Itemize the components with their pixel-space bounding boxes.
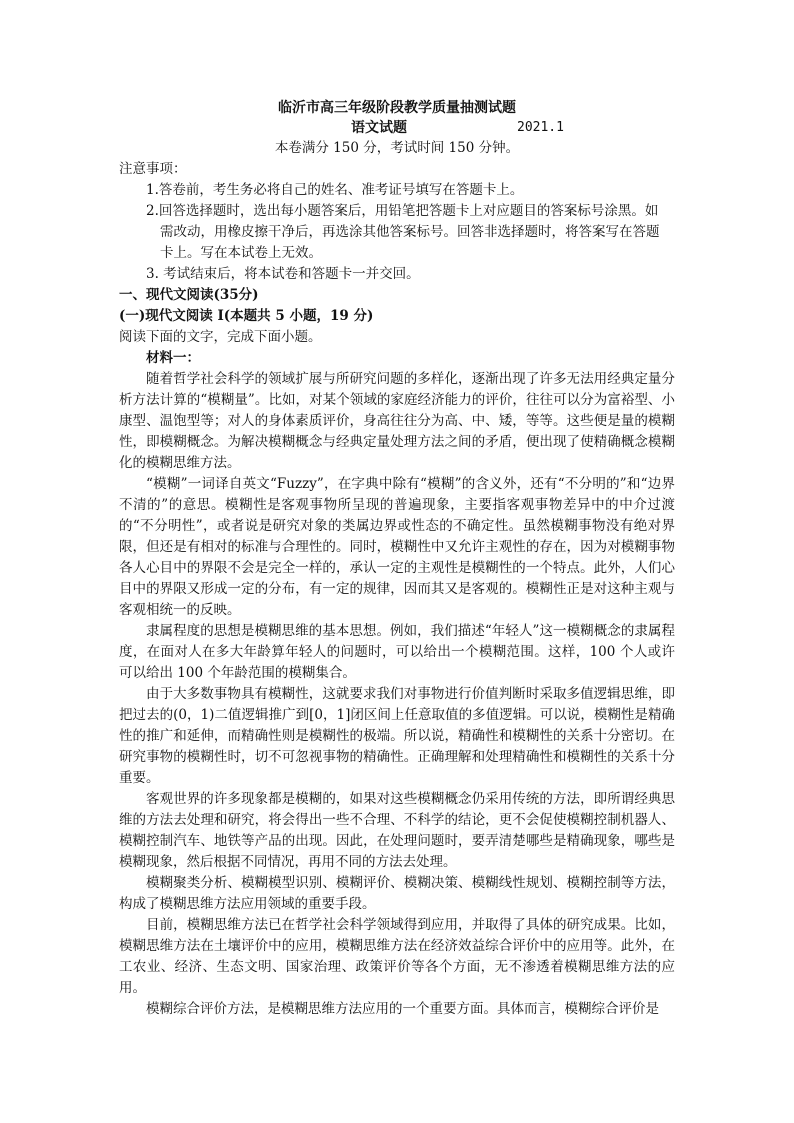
subtitle-row — [119, 118, 675, 138]
paragraph-3: 隶属程度的思想是模糊思维的基本思想。例如，我们描述“年轻人”这一模糊概念的隶属程度，在面对人在多大年龄算年轻人的问题时，可以给出一个模糊范围。这样，100 个人或许可以给出 100 个年龄范围的模糊集合。 — [119, 623, 675, 681]
sub-section-text: (一)现代文阅读 I(本题共 5 小题，19 分) — [119, 308, 374, 324]
paragraph-1: 随着哲学社会科学的领域扩展与所研究问题的多样化，逐渐出现了许多无法用经典定量分析方法计算的“模糊量”。比如，对某个领域的家庭经济能力的评价，往往可以分为富裕型、小康型、温饱型等；对人的身体素质评价，身高往往分为高、中、矮，等等。这些便是量的模糊性，即模糊概念。为解决模糊概念与经典定量处理方法之间的矛盾，便出现了使精确概念模糊化的模糊思维方法。 — [119, 371, 675, 471]
note-item-2-line-3: 卡上。写在本试卷上无效。 — [160, 245, 322, 261]
exam-page — [119, 98, 675, 1020]
paragraph-4: 由于大多数事物具有模糊性，这就要求我们对事物进行价值判断时采取多值逻辑思维，即把过去的(0，1)二值逻辑推广到[0，1]闭区间上任意取值的多值逻辑。可以说，模糊性是精确性的推广和延伸，而精确性则是模糊性的极端。所以说，精确性和模糊性的关系十分密切。在研究事物的模糊性时，切不可忽视事物的精确性。正确理解和处理精确性和模糊性的关系十分重要。 — [119, 686, 675, 786]
note-item-3: 3. 考试结束后，将本试卷和答题卡一并交回。 — [146, 266, 420, 282]
material-label: 材料一： — [146, 350, 200, 366]
note-item-2-line-2: 需改动，用橡皮擦干净后，再选涂其他答案标号。回答非选择题时，将答案写在答题 — [160, 224, 660, 240]
paragraph-7: 目前，模糊思维方法已在哲学社会科学领域得到应用，并取得了具体的研究成果。比如，模糊思维方法在土壤评价中的应用，模糊思维方法在经济效益综合评价中的应用等。此外，在工农业、经济、生态文明、国家治理、政策评价等各个方面，无不渗透着模糊思维方法的应用。 — [119, 917, 675, 996]
notes-heading: 注意事项： — [119, 161, 187, 177]
note-item-2-line-1: 2.回答选择题时，选出每小题答案后，用铅笔把答题卡上对应题目的答案标号涂黑。如 — [146, 203, 659, 219]
reading-instruction: 阅读下面的文字，完成下面小题。 — [119, 329, 322, 345]
paragraph-5: 客观世界的许多现象都是模糊的，如果对这些模糊概念仍采用传统的方法，即所谓经典思维的方法去处理和研究，将会得出一些不合理、不科学的结论，更不会促使模糊控制机器人、模糊控制汽车、地铁等产品的出现。因此，在处理问题时，要弄清楚哪些是精确现象，哪些是模糊现象，然后根据不同情况，再用不同的方法去处理。 — [119, 791, 675, 870]
paragraph-8: 模糊综合评价方法，是模糊思维方法应用的一个重要方面。具体而言，模糊综合评价是 — [146, 1001, 659, 1017]
exam-date: 2021.1 — [517, 120, 564, 135]
paragraph-2: “模糊”一词译自英文“Fuzzy”，在字典中除有“模糊”的含义外，还有“不分明的”和“边界不清的”的意思。模糊性是客观事物所呈现的普遍现象，主要指客观事物差异中的中介过渡的“不分明性”，或者说是研究对象的类属边界或性态的不确定性。虽然模糊事物没有绝对界限，但还是有相对的标准与合理性的。同时，模糊性中又允许主观性的存在，因为对模糊事物各人心目中的界限不会是完全一样的，承认一定的主观性是模糊性的一个特点。此外，人们心目中的界限又形成一定的分布，有一定的规律，因而其又是客观的。模糊性正是对这种主观与客观相统一的反映。 — [119, 476, 675, 618]
paragraph-6: 模糊聚类分析、模糊模型识别、模糊评价、模糊决策、模糊线性规划、模糊控制等方法，构成了模糊思维方法应用领域的重要手段。 — [119, 875, 675, 912]
section-heading: 一、现代文阅读(35分) — [119, 287, 259, 303]
sub-section-heading — [119, 306, 675, 327]
exam-title: 临沂市高三年级阶段教学质量抽测试题 — [278, 100, 516, 116]
score-info: 本卷满分 150 分，考试时间 150 分钟。 — [274, 140, 520, 156]
note-item-1: 1.答卷前，考生务必将自己的姓名、准考证号填写在答题卡上。 — [146, 182, 524, 198]
subject-label: 语文试题 — [351, 120, 407, 136]
